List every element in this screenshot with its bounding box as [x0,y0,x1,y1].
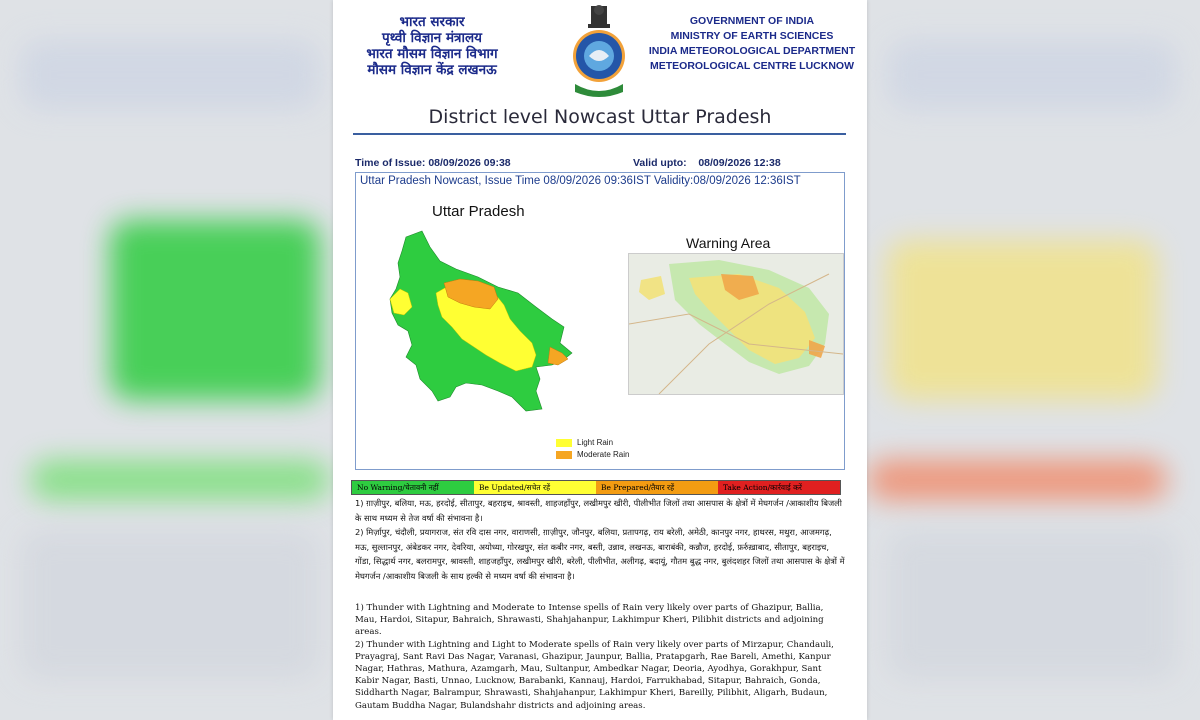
hindi-forecast-item: 1) ग़ाज़ीपुर, बलिया, मऊ, हरदोई, सीतापुर, बहराइच, श्रावस्ती, शाहजहाँपुर, लखीमपुर खीरी, पीलीभीत जिलों तथा आसपास के क्षेत्रों में मेघगर्जन /आकाशीय बिजली के साथ मध्यम से तेज वर्षा की संभावना है। [355,498,842,523]
nowcast-map-panel [355,172,845,470]
english-forecast-item: 1) Thunder with Lightning and Moderate to Intense spells of Rain very likely over parts of Ghazipur, Ballia, Mau, Hardoi, Sitapur, Bahraich, Shrawasti, Shahjahanpur, Lakhimpur Kheri, Pilibhit districts and adjoining areas. [355,603,824,638]
header-english-line: MINISTRY OF EARTH SCIENCES [670,30,834,42]
legend-item-moderate-rain [556,450,629,459]
uttar-pradesh-map [386,227,582,417]
legend-label: Light Rain [577,438,614,447]
map-legend [556,438,629,462]
map-panel-title: Uttar Pradesh Nowcast, Issue Time 08/09/2026 09:36IST Validity:08/09/2026 12:36IST [360,175,801,187]
header-english-line: GOVERNMENT OF INDIA [689,15,815,27]
state-map-title: Uttar Pradesh [432,203,525,220]
warning-level-bar [351,480,841,495]
hindi-forecast-item: 2) मिर्ज़ापुर, चंदौली, प्रयागराज, संत रवि दास नगर, वाराणसी, ग़ाज़ीपुर, जौनपुर, बलिया, प्रतापगढ़, राय बरेली, अमेठी, कानपुर नगर, हाथरस, मथुरा, आजमगढ़, मऊ, सुल्तानपुर, अंबेडकर नगर, देवरिया, अयोध्या, गोरखपुर, संत कबीर नगर, बस्ती, उन्नाव, लखनऊ, बाराबंकी, कन्नौज, हरदोई, फ़र्रुख़ाबाद, सीतापुर, बहराइच, गोंडा, सिद्धार्थ नगर, बलरामपुर, श्रावस्ती, शाहजहाँपुर, लखीमपुर खीरी, बरेली, पीलीभीत, अलीगढ़, बदायूं, गौतम बुद्ध नगर, बुलंदशहर जिलों तथा आसपास के क्षेत्रों में मेघगर्जन /आकाशीय बिजली के साथ हल्की से मध्यम वर्षा की संभावना है। [355,527,845,581]
warning-level-take-action: Take Action/कार्रवाई करें [718,481,840,494]
header-english-line: INDIA METEOROLOGICAL DEPARTMENT [648,45,856,57]
warning-level-be-updated: Be Updated/सचेत रहें [474,481,596,494]
hindi-forecast [355,496,845,584]
background-left [0,0,333,720]
warning-area-title: Warning Area [686,235,771,251]
warning-area-map [628,253,844,395]
valid-upto: Valid upto: 08/09/2026 12:38 [633,157,781,169]
header-hindi-line: भारत सरकार [399,14,465,30]
legend-swatch [556,439,572,447]
english-forecast-item: 2) Thunder with Lightning and Light to Moderate spells of Rain very likely over parts of Mirzapur, Chandauli, Prayagraj, Sant Ravi Das Nagar, Varanasi, Ghazipur, Jaunpur, Ballia, Pratapgarh, Rae Bareli, Amethi, Kanpur Nagar, Hathras, Mathura, Azamgarh, Mau, Sultanpur, Ambedkar Nagar, Deoria, Ayodhya, Gorakhpur, Sant Kabir Nagar, Basti, Unnao, Lucknow, Barabanki, Kannauj, Hardoi, Farrukhabad, Sitapur, Bahraich, Gonda, Siddharth Nagar, Balrampur, Shrawasti, Shahjahanpur, Lakhimpur Kheri, Bareilly, Pilibhit, Aligarh, Budaun, Gautam Buddha Nagar, Bulandshahr districts and adjoining areas. [355,639,834,711]
title-divider [353,133,846,135]
legend-item-light-rain [556,438,629,447]
page-title: District level Nowcast Uttar Pradesh [428,106,772,128]
header-hindi-line: पृथ्वी विज्ञान मंत्रालय [382,30,482,46]
header-english [647,14,857,74]
nowcast-document [333,0,867,720]
legend-swatch [556,451,572,459]
warning-level-no-warning: No Warning/चेतावनी नहीं [352,481,474,494]
header-hindi-line: मौसम विज्ञान केंद्र लखनऊ [367,62,497,78]
background-right [867,0,1200,720]
header-hindi-line: भारत मौसम विज्ञान विभाग [366,46,498,62]
warning-level-be-prepared: Be Prepared/तैयार रहें [596,481,718,494]
legend-label: Moderate Rain [577,450,630,459]
header-english-line: METEOROLOGICAL CENTRE LUCKNOW [650,60,854,72]
english-forecast [355,602,847,712]
header-hindi [343,14,521,78]
time-of-issue: Time of Issue: 08/09/2026 09:38 [355,157,511,169]
imd-emblem-icon [569,4,629,98]
